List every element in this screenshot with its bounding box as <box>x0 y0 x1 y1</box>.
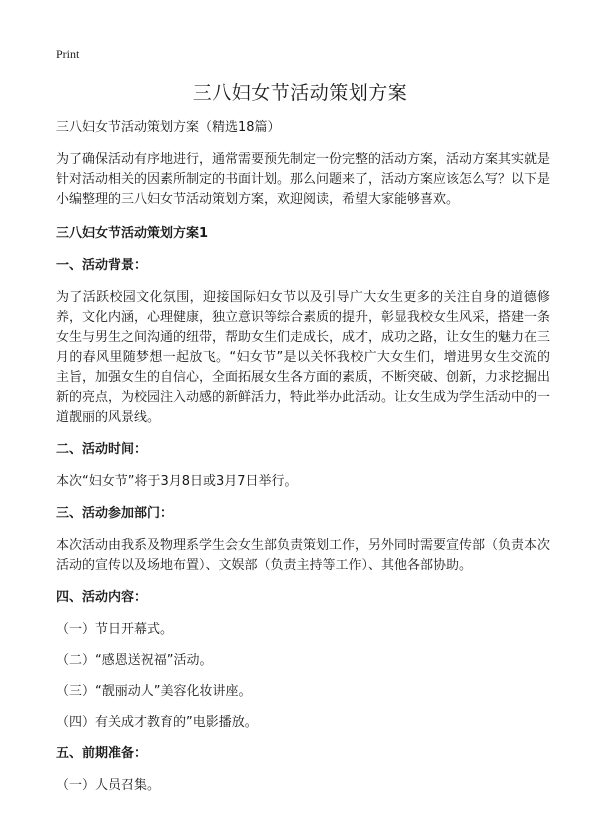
time-heading: 二、活动时间： <box>56 442 148 457</box>
time-paragraph: 本次“妇女节”将于3月8日或3月7日举行。 <box>56 474 298 489</box>
content-item: （三）“靓丽动人”美容化妆讲座。 <box>56 684 252 699</box>
prep-item: （一）人员召集。 <box>56 778 161 793</box>
background-heading: 一、活动背景： <box>56 258 148 273</box>
document-subtitle: 三八妇女节活动策划方案（精选18篇） <box>56 120 281 135</box>
prep-heading: 五、前期准备： <box>56 746 148 761</box>
content-item: （四）有关成才教育的”电影播放。 <box>56 715 258 730</box>
background-paragraph: 为了活跃校园文化氛围，迎接国际妇女节以及引导广大女生更多的关注自身的道德修养，文化内涵，心理健康，独立意识等综合素质的提升，彰显我校女生风采，搭建一条女生与男生之间沟通的纽带，帮助女生们走成长，成才，成功之路，让女生的魅力在三月的春风里随梦想一起放飞。“妇女节”是以关怀我校广大女生们，增进男女生交流的主旨，加强女生的自信心，全面拓展女生各方面的素质，不断突破、创新，力求挖掘出新的亮点，为校园注入动感的新鲜活力，特此举办此活动。让女生成为学生活动中的一道靓丽的风景线。 <box>56 290 551 425</box>
content-item: （一）节日开幕式。 <box>56 622 174 637</box>
content-item: （二）“感恩送祝福”活动。 <box>56 653 213 668</box>
document-body <box>56 118 550 807</box>
dept-paragraph: 本次活动由我系及物理系学生会女生部负责策划工作，另外同时需要宣传部（负责本次活动的宣传以及场地布置）、文娱部（负责主持等工作）、其他各部协助。 <box>56 538 551 573</box>
content-heading: 四、活动内容： <box>56 590 148 605</box>
print-link[interactable]: Print <box>56 47 80 61</box>
page-title: 三八妇女节活动策划方案 <box>192 82 408 104</box>
intro-paragraph: 为了确保活动有序地进行，通常需要预先制定一份完整的活动方案，活动方案其实就是针对活动相关的因素所制定的书面计划。那么问题来了，活动方案应该怎么写？以下是小编整理的三八妇女节活动策划方案，欢迎阅读，希望大家能够喜欢。 <box>56 152 551 207</box>
dept-heading: 三、活动参加部门： <box>56 506 174 521</box>
section-title: 三八妇女节活动策划方案1 <box>56 226 209 241</box>
